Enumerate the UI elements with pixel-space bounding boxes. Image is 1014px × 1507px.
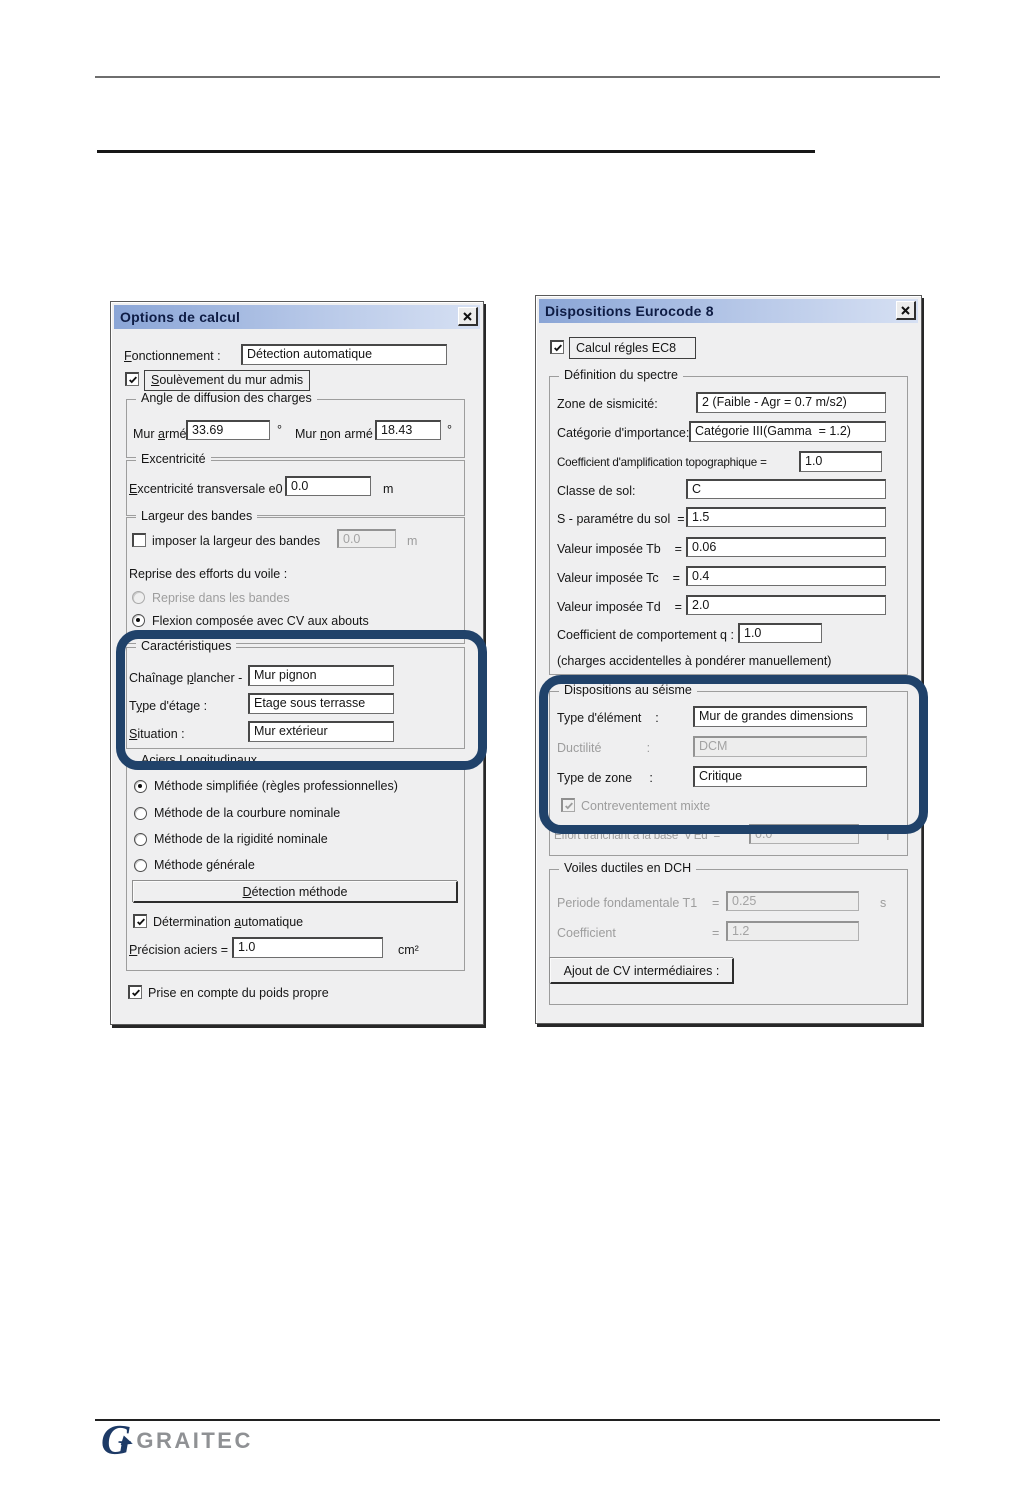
- check-icon: [128, 375, 138, 385]
- options-close-button[interactable]: [458, 307, 478, 326]
- poids-propre-label: Prise en compte du poids propre: [148, 986, 329, 1000]
- periode-fondamentale-label: Periode fondamentale T1: [557, 896, 698, 910]
- group-angle-title: Angle de diffusion des charges: [136, 391, 317, 405]
- s-parametre-sol-input[interactable]: 1.5: [686, 507, 886, 527]
- type-etage-input[interactable]: Etage sous terrasse: [248, 693, 394, 714]
- ajout-cv-intermediaires-button[interactable]: Ajout de CV intermédiaires :: [550, 958, 734, 984]
- radio-methode-generale-label: Méthode générale: [154, 858, 255, 872]
- radio-flexion-composee[interactable]: [132, 614, 145, 627]
- valeur-td-input[interactable]: 2.0: [686, 595, 886, 615]
- type-zone-input[interactable]: Critique: [693, 766, 867, 787]
- group-caracteristiques-title: Caractéristiques: [136, 639, 236, 653]
- check-icon: [553, 343, 563, 353]
- contreventement-mixte-label: Contreventement mixte: [581, 799, 711, 813]
- group-excentricite-title: Excentricité: [136, 452, 211, 466]
- ductilite-input: DCM: [693, 736, 867, 757]
- zone-sismicite-label: Zone de sismicité:: [557, 397, 658, 411]
- mur-arme-unit: °: [277, 423, 282, 437]
- valeur-tb-label: Valeur imposée Tb =: [557, 542, 682, 556]
- poids-propre-checkbox[interactable]: [128, 985, 142, 999]
- determination-automatique-checkbox[interactable]: [133, 914, 147, 928]
- classe-sol-input[interactable]: C: [686, 479, 886, 499]
- heading-rule: [97, 150, 815, 153]
- check-icon: [131, 988, 141, 998]
- chainage-plancher-label: Chaînage plancher -: [129, 671, 243, 685]
- chainage-plancher-input[interactable]: Mur pignon: [248, 665, 394, 686]
- type-zone-label: Type de zone :: [557, 771, 653, 785]
- group-spectre-title: Définition du spectre: [559, 368, 683, 382]
- options-dialog-title: Options de calcul: [120, 309, 241, 325]
- coefficient-comportement-input[interactable]: 1.0: [738, 623, 822, 643]
- excentricite-input[interactable]: 0.0: [285, 476, 371, 496]
- fonctionnement-label: Fonctionnement :: [124, 349, 221, 363]
- periode-fondamentale-input: 0.25: [726, 891, 859, 911]
- radio-reprise-bandes: [132, 591, 145, 604]
- coefficient-amplification-input[interactable]: 1.0: [799, 451, 882, 472]
- eurocode-dialog-title: Dispositions Eurocode 8: [545, 303, 714, 319]
- footer-rule: [95, 1419, 940, 1421]
- mur-arme-input[interactable]: 33.69: [186, 420, 270, 440]
- mur-non-arme-unit: °: [447, 423, 452, 437]
- radio-methode-courbure-label: Méthode de la courbure nominale: [154, 806, 341, 820]
- determination-automatique-label: Détermination automatique: [153, 915, 304, 929]
- radio-reprise-bandes-label: Reprise dans les bandes: [152, 591, 290, 605]
- fonctionnement-input[interactable]: Détection automatique: [241, 344, 447, 365]
- close-icon: [901, 306, 910, 315]
- zone-sismicite-input[interactable]: 2 (Faible - Agr = 0.7 m/s2): [696, 392, 886, 413]
- mur-non-arme-input[interactable]: 18.43: [375, 420, 441, 440]
- graitec-logo: [101, 1418, 253, 1464]
- check-icon: [136, 917, 146, 927]
- top-rule: [95, 76, 940, 78]
- categorie-importance-label: Catégorie d'importance:: [557, 426, 690, 440]
- type-element-label: Type d'élément :: [557, 711, 659, 725]
- coefficient-amplification-label: Coefficient d'amplification topographique =: [557, 456, 767, 469]
- valeur-tc-input[interactable]: 0.4: [686, 566, 886, 586]
- radio-methode-rigidite-label: Méthode de la rigidité nominale: [154, 832, 328, 846]
- imposer-largeur-unit: m: [407, 534, 418, 548]
- periode-unit: s: [880, 896, 887, 910]
- radio-flexion-composee-label: Flexion composée avec CV aux abouts: [152, 614, 369, 628]
- group-aciers-title: Aciers Longitudinaux: [136, 753, 262, 767]
- calcul-ec8-checkbox[interactable]: [550, 340, 564, 354]
- effort-tranchant-input: 0.0: [749, 824, 859, 844]
- radio-methode-courbure[interactable]: [134, 807, 147, 820]
- excentricite-label: Excentricité transversale e0: [129, 482, 283, 496]
- options-titlebar[interactable]: [114, 305, 480, 329]
- eurocode-titlebar[interactable]: [539, 299, 918, 323]
- imposer-largeur-label: imposer la largeur des bandes: [152, 534, 321, 548]
- group-seisme-title: Dispositions au séisme: [559, 683, 697, 697]
- coefficient-comportement-label: Coefficient de comportement q :: [557, 628, 734, 642]
- imposer-largeur-checkbox[interactable]: [132, 533, 146, 547]
- coefficient-input: 1.2: [726, 921, 859, 941]
- eurocode-close-button[interactable]: [896, 301, 916, 320]
- radio-methode-simplifiee-label: Méthode simplifiée (règles professionnelles): [154, 779, 398, 793]
- valeur-tc-label: Valeur imposée Tc =: [557, 571, 680, 585]
- precision-aciers-unit: cm²: [398, 943, 419, 957]
- close-icon: [463, 312, 472, 321]
- situation-label: Situation :: [129, 727, 185, 741]
- valeur-td-label: Valeur imposée Td =: [557, 600, 682, 614]
- coefficient-equals: =: [712, 926, 720, 940]
- classe-sol-label: Classe de sol:: [557, 484, 636, 498]
- valeur-tb-input[interactable]: 0.06: [686, 537, 886, 557]
- periode-equals: =: [712, 896, 720, 910]
- coefficient-label: Coefficient: [557, 926, 616, 940]
- radio-methode-generale[interactable]: [134, 859, 147, 872]
- mur-arme-label: Mur armé: [133, 427, 187, 441]
- check-icon: [564, 801, 574, 811]
- excentricite-unit: m: [383, 482, 394, 496]
- ductilite-label: Ductilité :: [557, 741, 651, 755]
- brand-text: GRAITEC: [136, 1428, 253, 1453]
- soulevement-checkbox[interactable]: [125, 372, 139, 386]
- imposer-largeur-input: 0.0: [337, 529, 396, 548]
- situation-input[interactable]: Mur extérieur: [248, 721, 394, 742]
- precision-aciers-input[interactable]: 1.0: [232, 937, 383, 958]
- effort-tranchant-unit: T: [884, 829, 892, 843]
- soulevement-label: Soulèvement du mur admis: [144, 370, 310, 391]
- radio-methode-simplifiee[interactable]: [134, 780, 147, 793]
- calcul-ec8-label: Calcul régles EC8: [569, 337, 696, 359]
- group-voiles-title: Voiles ductiles en DCH: [559, 861, 696, 875]
- s-parametre-sol-label: S - paramétre du sol =: [557, 512, 685, 526]
- dialog-options-de-calcul: [110, 301, 484, 1025]
- effort-tranchant-label: Effort tranchant à la base V'Ed =: [554, 829, 721, 842]
- group-largeur-title: Largeur des bandes: [136, 509, 257, 523]
- charges-accidentelles-note: (charges accidentelles à pondérer manuellement): [557, 654, 832, 668]
- type-etage-label: Type d'étage :: [129, 699, 208, 713]
- categorie-importance-input[interactable]: Catégorie III(Gamma = 1.2): [689, 421, 886, 442]
- detection-methode-button[interactable]: D étection méthode: [133, 881, 458, 903]
- logo-g-icon: G: [101, 1423, 131, 1459]
- contreventement-mixte-checkbox: [561, 798, 575, 812]
- type-element-input[interactable]: Mur de grandes dimensions: [693, 706, 867, 727]
- dialog-dispositions-eurocode8: [535, 295, 922, 1024]
- radio-methode-rigidite[interactable]: [134, 833, 147, 846]
- mur-non-arme-label: Mur non armé: [295, 427, 373, 441]
- precision-aciers-label: Précision aciers =: [129, 943, 229, 957]
- reprise-efforts-heading: Reprise des efforts du voile :: [129, 567, 288, 581]
